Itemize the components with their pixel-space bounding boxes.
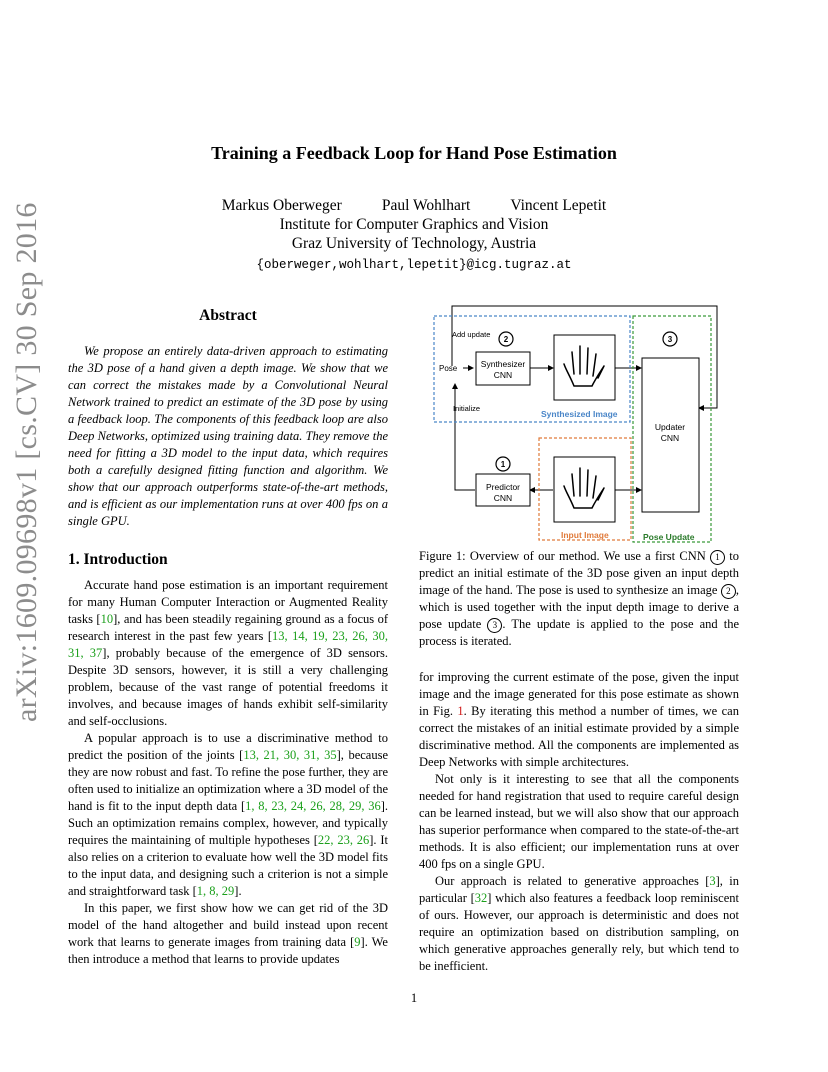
citation-link[interactable]: 3 — [709, 874, 716, 888]
synthesized-image-label: Synthesized Image — [541, 409, 618, 419]
citation-link[interactable]: 10 — [100, 612, 114, 626]
pose-label: Pose — [439, 364, 458, 373]
paragraph: In this paper, we first show how we can get rid of the 3D model of the hand altogether and build instead upon recent work that learns to generate images from training data [9]. We then introduce a method that learns to provide updates — [68, 901, 388, 966]
left-column — [68, 577, 388, 968]
caption-text: to predict an initial estimate of the 3D pose given an input depth image of the hand. The pose is used to synthesize an image — [419, 549, 740, 597]
synthesized-hand-image — [554, 335, 615, 400]
paragraph: for improving the current estimate of the pose, given the input image and the image generated for this pose estimate as shown in Fig. 1. By iterating this method a number of times, we can correct the mistakes of an initial estimate provided by a simple discriminative method. All the components are implemented as Deep Networks with simple architectures. — [419, 670, 739, 769]
affiliation-line: Graz University of Technology, Austria — [291, 235, 537, 252]
abstract-text: We propose an entirely data-driven approach to estimating the 3D pose of a hand given a depth image. We show that we can correct the mistakes made by a Convolutional Neural Network trained to predict an estimate of the 3D pose by using a feedback loop. The components of this feedback loop are also Deep Networks, optimized using training data. They remove the need for fitting a 3D model to the input data, which requires both a carefully designed fitting function and algorithm. We show that our approach outperforms state-of-the-art methods, and is efficient as our implementation runs at over 400 fps on a single GPU. — [68, 344, 388, 528]
citation-link[interactable]: 32 — [474, 891, 488, 905]
caption-text: , which is used together with the input depth image to derive a pose update — [419, 583, 740, 631]
affiliation-line: Institute for Computer Graphics and Vision — [279, 216, 549, 233]
author-names — [0, 196, 828, 215]
step-3-number: 3 — [667, 335, 673, 344]
paragraph: A popular approach is to use a discriminative method to predict the position of the joints [13, 21, 30, 31, 35], because they are now robust and fast. To refine the pose further, they are often used to initialize an optimization where a 3D model of the hand is fit to the input depth data [1, 8, 23, 24, 26, 28, 29, 36]. Such an optimization remains complex, however, and typically requires the maintaining of multiple hypotheses [22, 23, 26]. It also relies on a criterion to evaluate how well the 3D model fits to the input data, and designing such a criterion is not a simple and straightforward task [1, 8, 29]. — [68, 731, 389, 898]
add-update-label: Add update — [452, 330, 491, 339]
updater-label: Updater — [654, 422, 686, 432]
citation-link[interactable]: 13, 14, 19, 23, 26, 30, 31, 37 — [68, 629, 389, 660]
figure-ref-link[interactable]: 1 — [457, 704, 464, 718]
caption-text: . The update is applied to the pose and the process is iterated. — [419, 617, 740, 648]
author-email[interactable]: {oberweger,wohlhart,lepetit}@icg.tugraz.at — [256, 258, 572, 272]
author-block — [0, 196, 828, 275]
citation-link[interactable]: 13, 21, 30, 31, 35 — [243, 748, 337, 762]
synthesizer-label: Synthesizer — [480, 359, 526, 369]
predictor-cnn-label: CNN — [493, 493, 513, 503]
citation-link[interactable]: 9 — [354, 935, 361, 949]
paragraph: Accurate hand pose estimation is an important requirement for many Human Computer Interaction or Augmented Reality tasks [10], and has been steadily regaining ground as a focus of research interest in the past few years [13, 14, 19, 23, 26, 30, 31, 37], probably because of the emergence of 3D sensors. Despite 3D sensors, however, it is still a very challenging problem, because of the vast range of potential freedoms it involves, and because images of hands exhibit self-similarity and self-occlusions. — [68, 578, 389, 728]
abstract-heading: Abstract — [199, 307, 257, 324]
page-number: 1 — [410, 991, 418, 1005]
citation-link[interactable]: 22, 23, 26 — [317, 833, 370, 847]
author-name: Markus Oberweger — [221, 197, 342, 214]
paragraph: Our approach is related to generative approaches [3], in particular [32] which also features a feedback loop reminiscent of ours. However, our approach is deterministic and does not require an optimization based on distribution sampling, on which generative approaches generally rely, but which tend to be inefficient. — [419, 874, 739, 973]
citation-link[interactable]: 1, 8, 29 — [196, 884, 235, 898]
section-heading: 1. Introduction — [68, 551, 168, 568]
paragraph: Not only is it interesting to see that all the components needed for hand registration that used to require careful design can be learned instead, but we will also show that our approach has superior performance when compared to the state-of-the-art methods. It is also efficient; our implementation runs at over 400 fps on a single GPU. — [419, 772, 739, 871]
caption-marker-2: 2 — [721, 584, 736, 599]
method-overview-figure — [425, 292, 725, 544]
input-image-label: Input Image — [561, 530, 609, 540]
pose-update-label: Pose Update — [643, 532, 695, 542]
step-2-number: 2 — [503, 335, 509, 344]
step-1-number: 1 — [500, 460, 506, 469]
author-name: Paul Wohlhart — [381, 197, 471, 214]
synthesizer-cnn-label: CNN — [493, 370, 513, 380]
predictor-to-pose-line — [455, 458, 475, 490]
caption-text: Figure 1: Overview of our method. We use a first CNN — [419, 549, 706, 563]
updater-cnn-label: CNN — [660, 433, 680, 443]
citation-link[interactable]: 1, 8, 23, 24, 26, 28, 29, 36 — [245, 799, 381, 813]
input-hand-image — [554, 457, 615, 522]
caption-marker-3: 3 — [487, 618, 502, 633]
author-name: Vincent Lepetit — [510, 197, 607, 214]
paper-title: Training a Feedback Loop for Hand Pose Estimation — [211, 143, 617, 163]
initialize-label: Initialize — [453, 404, 481, 413]
right-column — [419, 669, 739, 975]
caption-marker-1: 1 — [710, 550, 725, 565]
arxiv-stamp: arXiv:1609.09698v1 [cs.CV] 30 Sep 2016 — [10, 202, 43, 722]
figure-caption — [419, 548, 739, 650]
predictor-label: Predictor — [485, 482, 521, 492]
